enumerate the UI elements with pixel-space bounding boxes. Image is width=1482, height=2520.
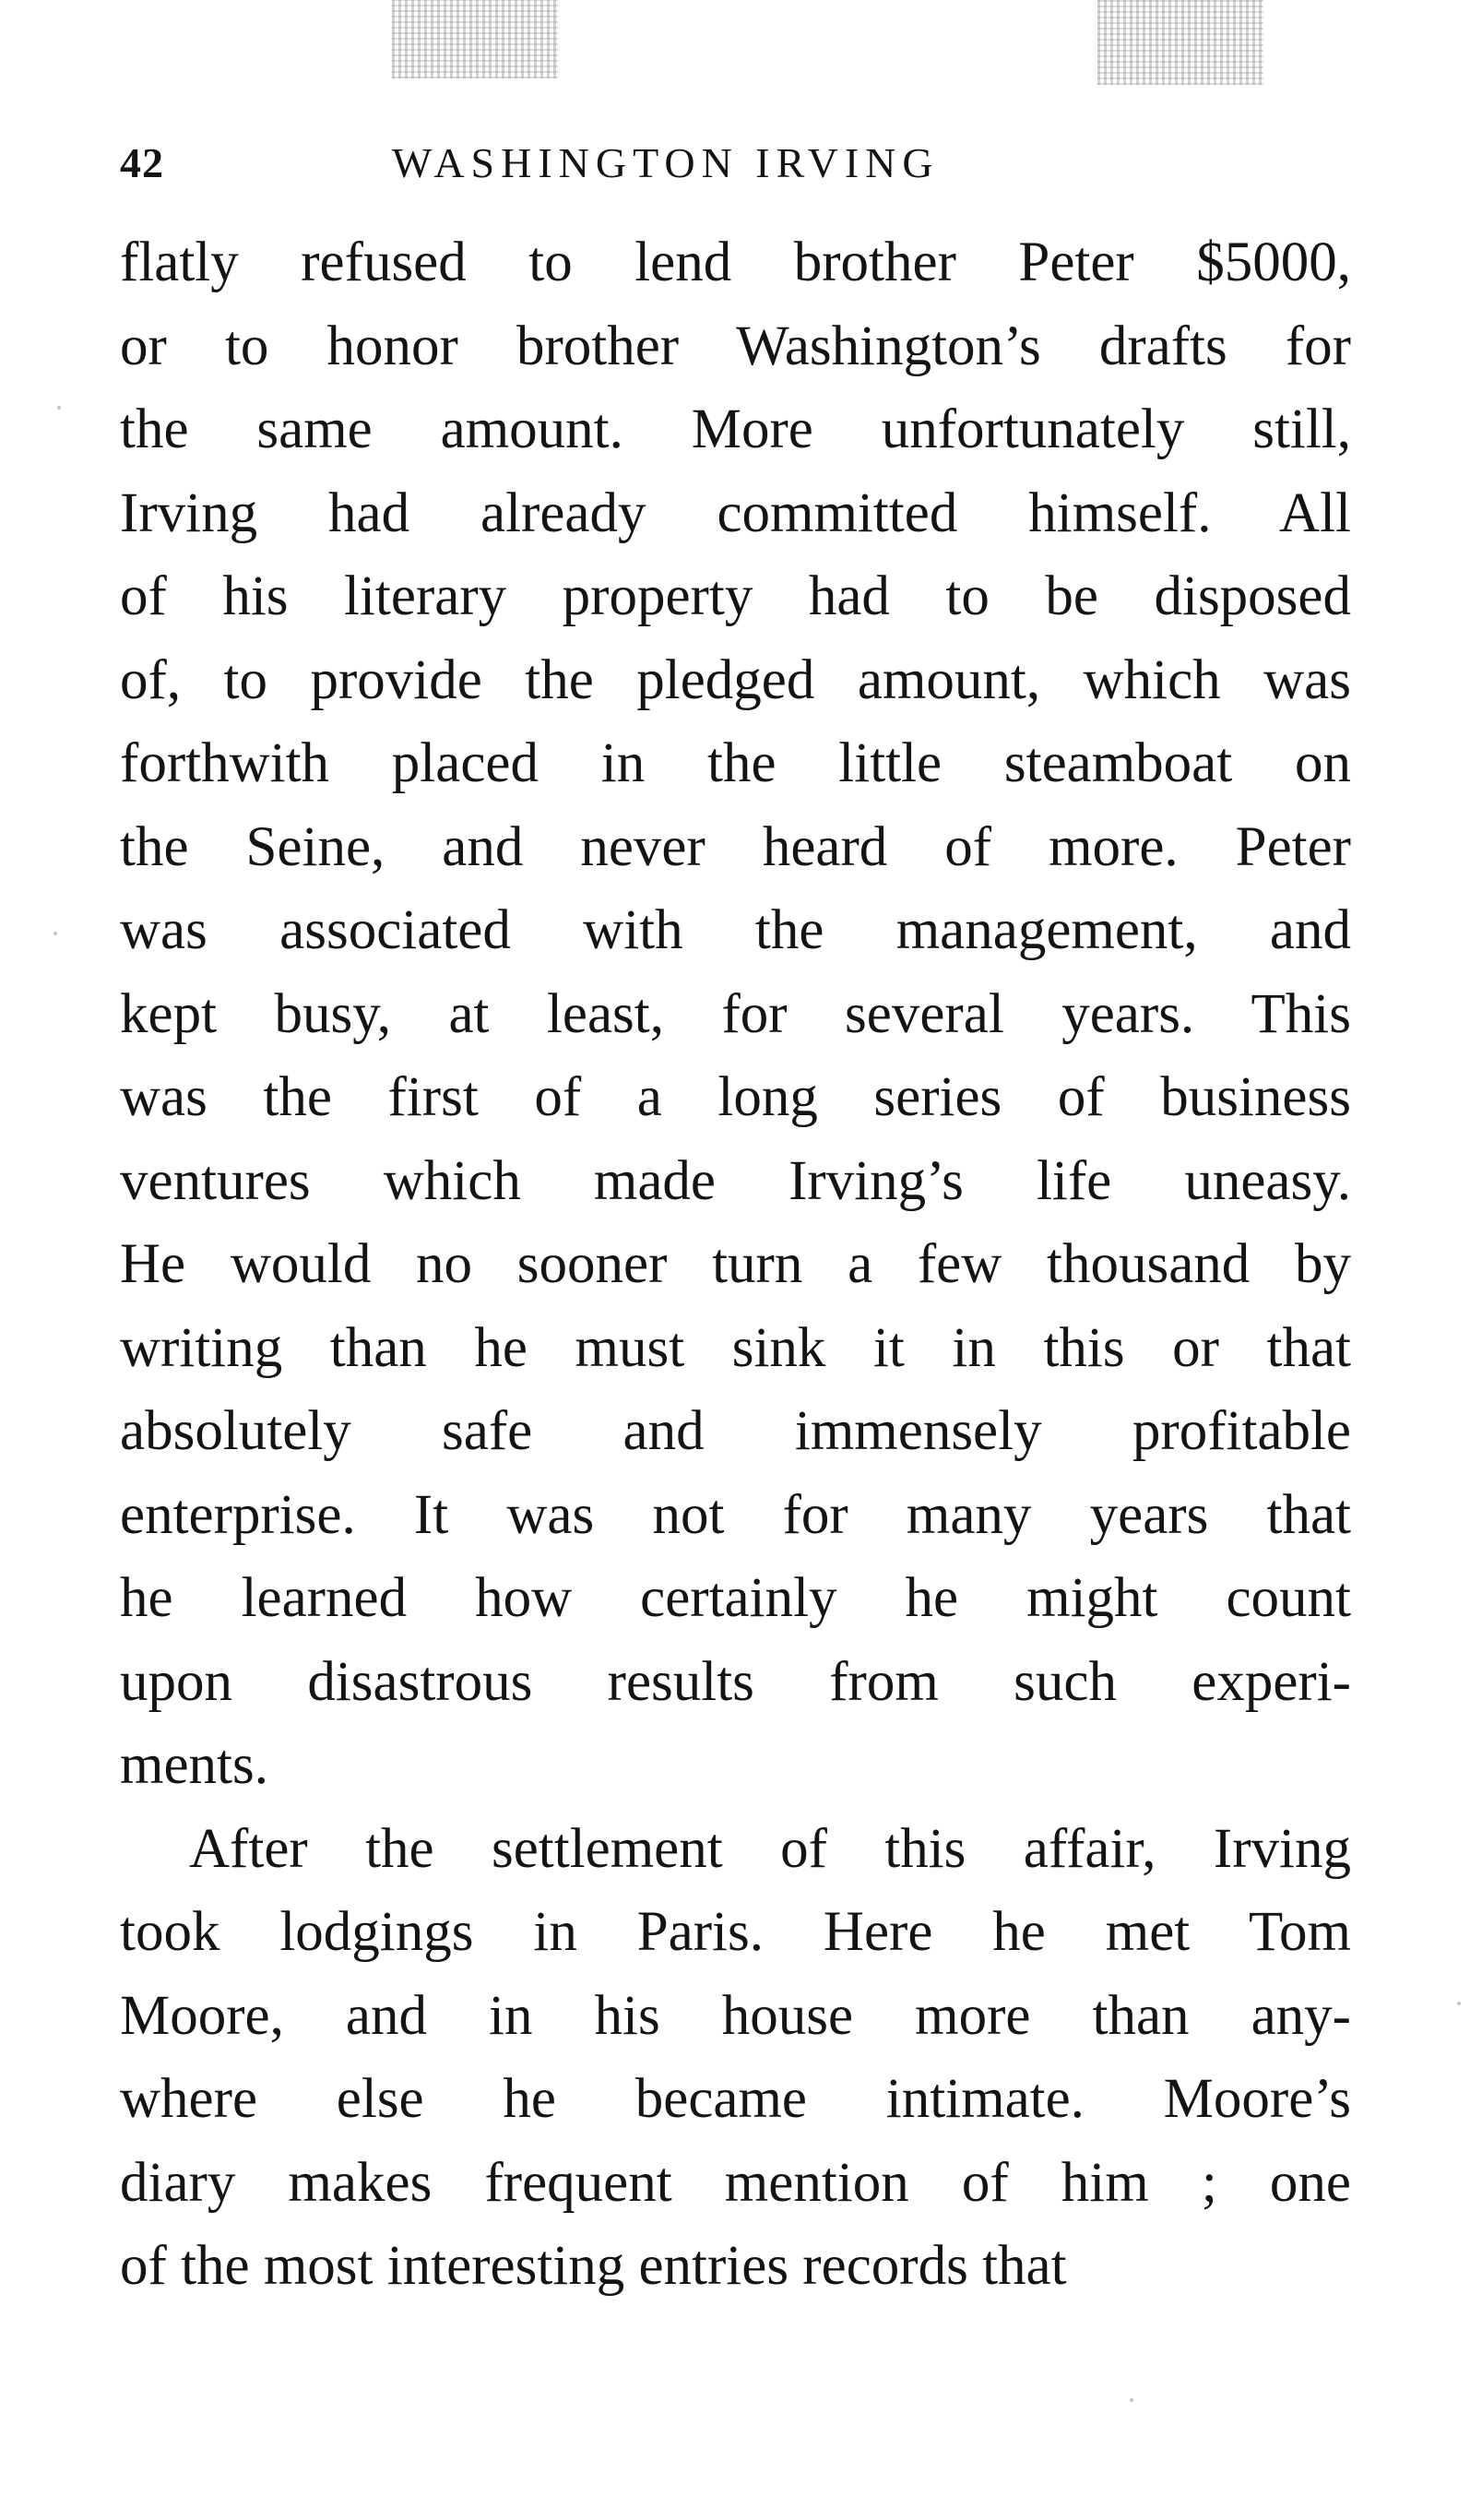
body-text bbox=[120, 221, 1351, 2309]
text-line: Moore, and in his house more than any- bbox=[120, 1984, 1351, 2047]
running-head-title: WASHINGTON IRVING bbox=[392, 139, 940, 186]
text-line: of, to provide the pledged amount, which was bbox=[120, 648, 1351, 711]
text-line: was associated with the management, and bbox=[120, 899, 1351, 961]
scan-speck bbox=[1130, 2398, 1133, 2402]
text-line: ments. bbox=[120, 1734, 268, 1796]
scan-speck bbox=[1457, 2002, 1461, 2005]
running-head bbox=[120, 138, 1351, 203]
text-line: the same amount. More unfortunately still, bbox=[120, 398, 1351, 460]
text-line: diary makes frequent mention of him ; one bbox=[120, 2151, 1351, 2214]
scan-smudge bbox=[1097, 0, 1263, 85]
text-line: was the first of a long series of business bbox=[120, 1066, 1351, 1128]
text-line: He would no sooner turn a few thousand by bbox=[120, 1233, 1351, 1295]
text-line: kept busy, at least, for several years. This bbox=[120, 982, 1351, 1045]
scan-smudge bbox=[392, 0, 558, 78]
text-line: the Seine, and never heard of more. Peter bbox=[120, 815, 1351, 878]
text-line: Irving had already committed himself. All bbox=[120, 481, 1351, 544]
text-line: flatly refused to lend brother Peter $5000, bbox=[120, 232, 1351, 293]
text-line: where else he became intimate. Moore’s bbox=[120, 2068, 1351, 2130]
text-line: of his literary property had to be disposed bbox=[120, 565, 1351, 627]
text-line: took lodgings in Paris. Here he met Tom bbox=[120, 1901, 1351, 1963]
text-line: he learned how certainly he might count bbox=[120, 1567, 1351, 1629]
text-line: or to honor brother Washington’s drafts for bbox=[120, 315, 1351, 377]
paragraph bbox=[120, 221, 1351, 1808]
text-line: of the most interesting entries records that bbox=[120, 2235, 1067, 2297]
text-line: absolutely safe and immensely profitable bbox=[120, 1400, 1351, 1462]
text-line: upon disastrous results from such experi- bbox=[120, 1650, 1351, 1713]
text-line: enterprise. It was not for many years that bbox=[120, 1483, 1351, 1546]
text-line: forthwith placed in the little steamboat on bbox=[120, 732, 1351, 794]
text-line: ventures which made Irving’s life uneasy. bbox=[120, 1149, 1351, 1212]
text-line: writing than he must sink it in this or that bbox=[120, 1316, 1351, 1379]
paragraph bbox=[120, 1808, 1351, 2309]
page-number: 42 bbox=[120, 139, 164, 186]
text-line: After the settlement of this affair, Irving bbox=[189, 1817, 1351, 1880]
scan-speck bbox=[53, 932, 57, 935]
scan-speck bbox=[57, 406, 61, 410]
